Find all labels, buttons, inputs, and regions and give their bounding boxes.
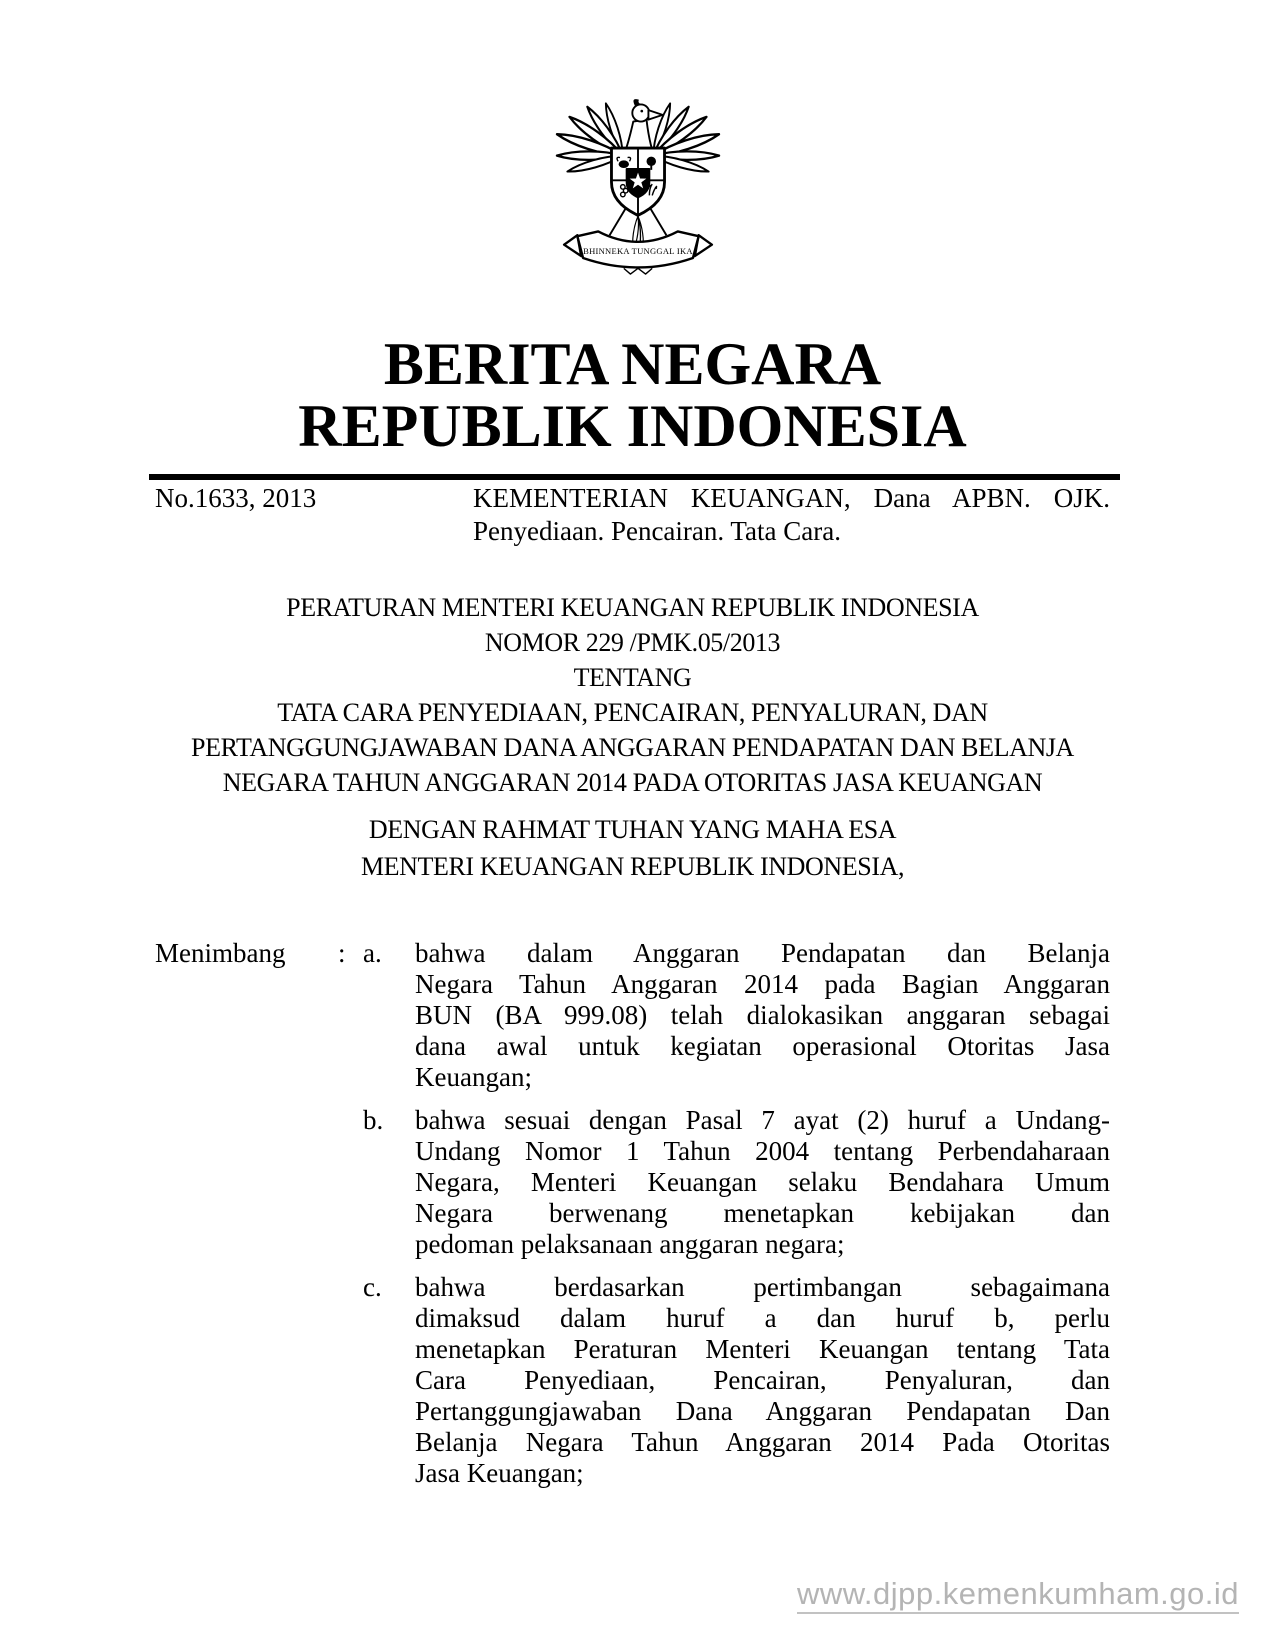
left-leg	[609, 207, 626, 235]
regulation-subject-line1: TATA CARA PENYEDIAAN, PENCAIRAN, PENYALURAN, DAN	[277, 698, 988, 727]
item-marker: b.	[363, 1105, 384, 1135]
considerations-section	[155, 938, 1110, 1489]
subject-keywords-line2: Penyediaan. Pencairan. Tata Cara.	[473, 516, 841, 546]
issue-number: No.1633, 2013	[155, 483, 317, 513]
text-line: bahwa sesuai dengan Pasal 7 ayat (2) huruf a Undang-	[415, 1105, 1110, 1135]
regulation-heading	[155, 590, 1110, 800]
consideration-item-a	[363, 938, 1110, 1093]
consideration-item-b	[363, 1105, 1110, 1260]
consideration-item-c	[363, 1272, 1110, 1489]
issuing-authority: MENTERI KEUANGAN REPUBLIK INDONESIA,	[360, 852, 905, 881]
text-line: Undang Nomor 1 Tahun 2004 tentang Perbendaharaan	[415, 1136, 1110, 1166]
eye	[640, 110, 643, 113]
text-line: dana awal untuk kegiatan operasional Otoritas Jasa	[415, 1031, 1110, 1061]
subject-keywords-line1: KEMENTERIAN KEUANGAN, Dana APBN. OJK.	[473, 483, 1110, 513]
regulation-title: PERATURAN MENTERI KEUANGAN REPUBLIK INDONESIA	[286, 593, 979, 622]
text-line: Negara berwenang menetapkan kebijakan dan	[415, 1198, 1110, 1228]
gazette-title-line2: REPUBLIK INDONESIA	[298, 393, 967, 459]
ribbon-fold	[623, 268, 651, 274]
garuda-emblem	[542, 95, 734, 275]
regulation-about-label: TENTANG	[573, 663, 692, 692]
regulation-number: NOMOR 229 /PMK.05/2013	[484, 628, 781, 657]
invocation: DENGAN RAHMAT TUHAN YANG MAHA ESA	[368, 815, 897, 844]
masthead-row	[155, 482, 1110, 548]
right-leg	[649, 207, 666, 235]
watermark-link[interactable]: www.djpp.kemenkumham.go.id	[797, 1577, 1239, 1614]
item-text	[415, 1272, 1110, 1489]
head	[632, 104, 649, 121]
subject-keywords	[473, 482, 1110, 548]
text-line: Negara Tahun Anggaran 2014 pada Bagian Anggaran	[415, 969, 1110, 999]
item-text	[415, 1105, 1110, 1260]
text-line: Keuangan;	[415, 1062, 532, 1092]
text-line: Cara Penyediaan, Pencairan, Penyaluran, dan	[415, 1365, 1110, 1395]
text-line: dimaksud dalam huruf a dan huruf b, perlu	[415, 1303, 1110, 1333]
text-line: Belanja Negara Tahun Anggaran 2014 Pada Otoritas	[415, 1427, 1110, 1457]
item-text	[415, 938, 1110, 1093]
regulation-subject-line3: NEGARA TAHUN ANGGARAN 2014 PADA OTORITAS JASA KEUANGAN	[222, 768, 1043, 797]
text-line: menetapkan Peraturan Menteri Keuangan tentang Tata	[415, 1334, 1110, 1364]
gazette-title	[155, 333, 1110, 457]
neck	[625, 120, 652, 150]
masthead-rule	[149, 474, 1120, 480]
beak	[648, 110, 662, 119]
text-line: Jasa Keuangan;	[415, 1458, 584, 1488]
text-line: Negara, Menteri Keuangan selaku Bendahara Umum	[415, 1167, 1110, 1197]
item-marker: c.	[363, 1272, 382, 1302]
considerations-items	[363, 938, 1110, 1489]
regulation-subject-line2: PERTANGGUNGJAWABAN DANA ANGGARAN PENDAPATAN DAN BELANJA	[191, 733, 1074, 762]
considerations-block	[155, 938, 1110, 1489]
text-line: bahwa berdasarkan pertimbangan sebagaimana	[415, 1272, 1110, 1302]
emblem-motto: BHINNEKA TUNGGAL IKA	[582, 246, 693, 257]
text-line: bahwa dalam Anggaran Pendapatan dan Belanja	[415, 938, 1110, 968]
text-line: Pertanggungjawaban Dana Anggaran Pendapatan Dan	[415, 1396, 1110, 1426]
garuda-pancasila-icon	[542, 95, 734, 275]
text-line: BUN (BA 999.08) telah dialokasikan anggaran sebagai	[415, 1000, 1110, 1030]
item-marker: a.	[363, 938, 382, 968]
gazette-title-line1: BERITA NEGARA	[383, 331, 882, 397]
considerations-label: Menimbang	[155, 938, 286, 968]
text-line: pedoman pelaksanaan anggaran negara;	[415, 1229, 845, 1259]
considerations-colon: :	[338, 938, 346, 968]
